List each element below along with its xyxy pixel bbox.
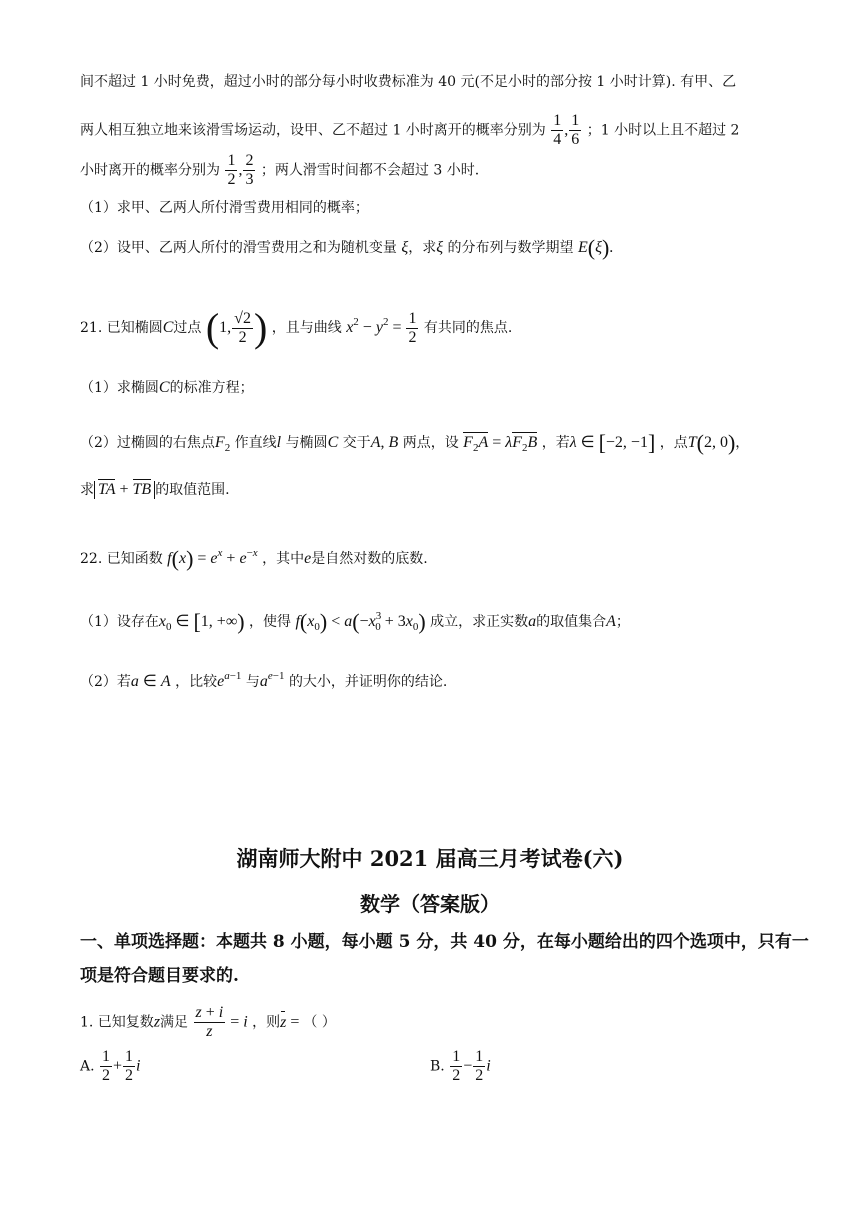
- p21-q1: （1）求椭圆C的标准方程；: [80, 379, 254, 396]
- q1-option-b: B. $\frac{1}{2}$ − $\frac{1}{2}$ i: [430, 1048, 491, 1084]
- page-subtitle: 数学（答案版）: [360, 892, 500, 916]
- p22-q2: （2）若a ∈ A ，比较$e^{a-1}$ 与$a^{e-1}$ 的大小，并证明你的结论.: [80, 670, 448, 690]
- p21-q2-line1: （2）过椭圆的右焦点$F_2$ 作直线l 与椭圆C 交于A, B 两点，设 $F_2A = \lambda F_2B$ ，若λ ∈ [−2, −1] ，点T(2, 0)，: [80, 430, 750, 455]
- p20-line1: 间不超过 1 小时免费，超过小时的部分每小时收费标准为 40 元(不足小时的部分按 1 小时计算). 有甲、乙: [80, 74, 737, 90]
- p20-line3: 小时离开的概率分别为 $\frac{1}{2}$ , $\frac{2}{3}$ ；两人滑雪时间都不会超过 3 小时.: [80, 152, 480, 188]
- page-title: 湖南师大附中 2021 届高三月考试卷(六): [236, 846, 624, 871]
- p20-q1: （1）求甲、乙两人所付滑雪费用相同的概率；: [80, 200, 369, 216]
- section-heading-line1: 一、单项选择题：本题共 8 小题，每小题 5 分，共 40 分，在每小题给出的四个选项中，只有一: [80, 932, 809, 952]
- p22-q1: （1）设存在$x_0$ ∈ [1, +∞) ，使得 $f(x_0) < a(-x^3_0 + 3x_0)$ 成立，求正实数a的取值集合A；: [80, 609, 630, 634]
- p20-line2: 两人相互独立地来该滑雪场运动，设甲、乙不超过 1 小时离开的概率分别为 $\frac{1}{4}$ , $\frac{1}{6}$ ；1 小时以上且不超过 2: [80, 112, 740, 148]
- q1-option-a: A. $\frac{1}{2}$ + $\frac{1}{2}$ i: [80, 1048, 141, 1084]
- q1-stem: 1. 已知复数z满足 $\frac{z + i}{z}$ = i ，则z = （ ）: [80, 1004, 336, 1040]
- p21-q2-line2: 求 TA + TB 的取值范围.: [80, 481, 230, 498]
- section-heading-line2: 项是符合题目要求的.: [80, 966, 239, 986]
- p21-stem: 21. 已知椭圆C过点 (1, $\frac{√2}{2}$ ) ，且与曲线 $x^2 - y^2$ = $\frac{1}{2}$ 有共同的焦点.: [80, 305, 513, 350]
- p22-stem: 22. 已知函数 $f(x) = e^x + e^{-x}$ ，其中e是自然对数的底数.: [80, 546, 428, 571]
- p20-q2: （2）设甲、乙两人所付的滑雪费用之和为随机变量 ξ，求ξ 的分布列与数学期望 E(ξ).: [80, 235, 614, 260]
